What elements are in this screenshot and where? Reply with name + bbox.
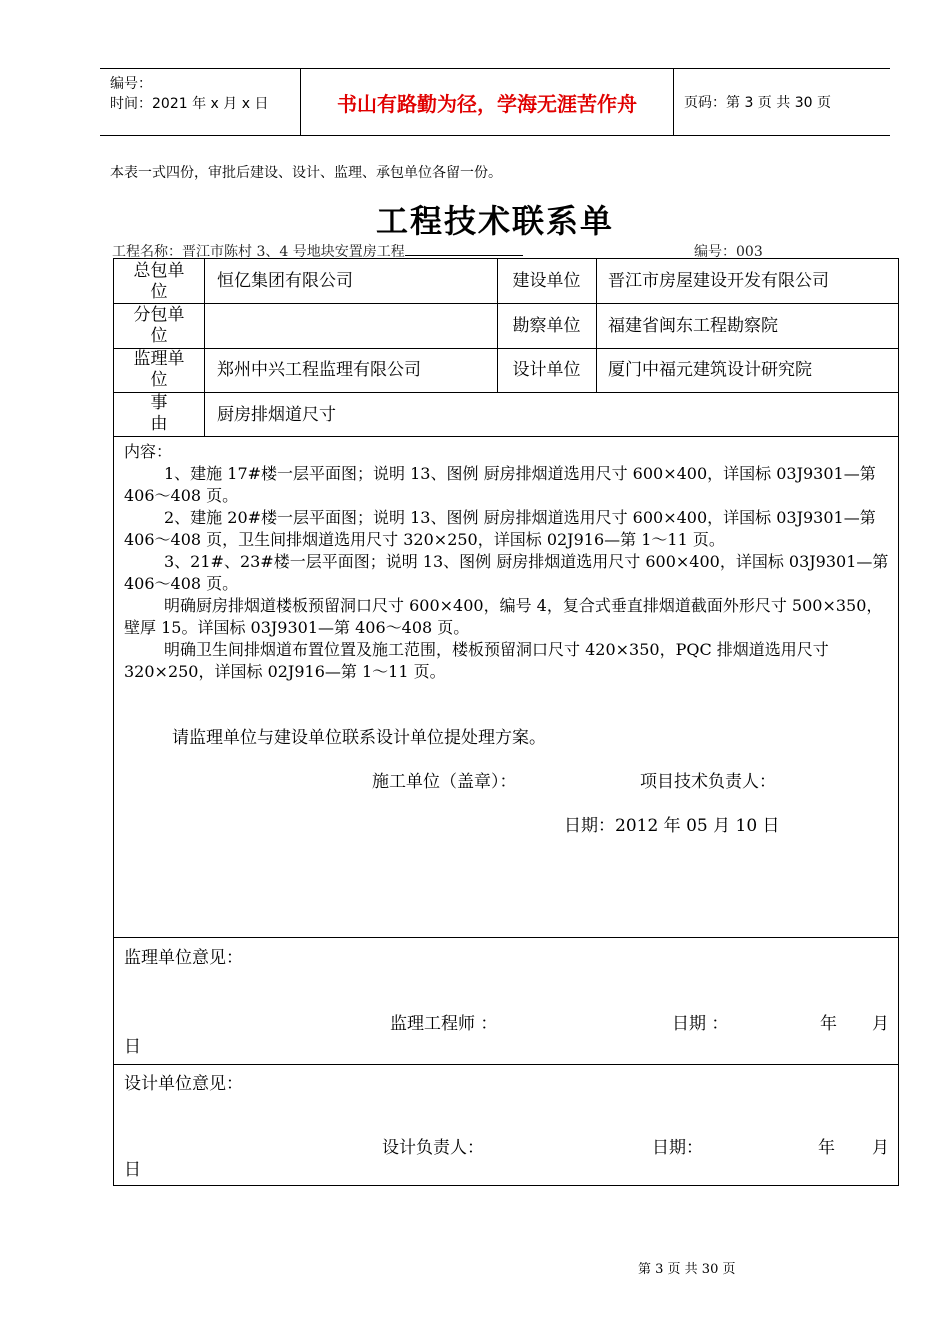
supervision-year: 年 bbox=[820, 1014, 837, 1034]
distribution-note: 本表一式四份，审批后建设、设计、监理、承包单位各留一份。 bbox=[110, 165, 502, 181]
owner-value: 晋江市房屋建设开发有限公司 bbox=[608, 271, 829, 291]
tech-lead-label: 项目技术负责人： bbox=[640, 772, 776, 792]
supervisor-label: 监理单位 bbox=[133, 349, 185, 390]
design-day: 日 bbox=[124, 1160, 141, 1180]
survey-value: 福建省闽东工程勘察院 bbox=[608, 316, 778, 336]
content-item-1: 1、建施 17#楼一层平面图；说明 13、图例 厨房排烟道选用尺寸 600×400，详国标 03J9301—第 406～408 页。 bbox=[124, 464, 876, 505]
page-header bbox=[100, 68, 890, 136]
page-footer: 第 3 页 共 30 页 bbox=[638, 1262, 736, 1277]
col-divider bbox=[596, 259, 597, 392]
row-divider bbox=[114, 303, 898, 304]
row-divider bbox=[114, 392, 898, 393]
supervision-day: 日 bbox=[124, 1037, 141, 1057]
content-section bbox=[124, 441, 892, 683]
document-code: 编号：003 bbox=[694, 244, 763, 260]
project-name-text: 工程名称：晋江市陈村 3、4 号地块安置房工程 bbox=[112, 244, 405, 260]
row-divider bbox=[114, 937, 898, 938]
survey-label: 勘察单位 bbox=[512, 316, 581, 336]
content-para-4: 明确厨房排烟道楼板预留洞口尺寸 600×400，编号 4，复合式垂直排烟道截面外形尺寸 500×350，壁厚 15。详国标 03J9301—第 406～408 页。 bbox=[124, 596, 883, 637]
supervision-heading: 监理单位意见： bbox=[124, 948, 243, 968]
matter-value: 厨房排烟道尺寸 bbox=[217, 405, 336, 425]
header-left-cell bbox=[100, 69, 301, 135]
content-item-3: 3、21#、23#楼一层平面图；说明 13、图例 厨房排烟道选用尺寸 600×400，详国标 03J9301—第 406～408 页。 bbox=[124, 552, 889, 593]
design-year: 年 bbox=[818, 1138, 835, 1158]
contractor-date: 日期：2012 年 05 月 10 日 bbox=[564, 816, 780, 836]
design-label: 设计单位 bbox=[512, 360, 581, 380]
owner-label: 建设单位 bbox=[512, 271, 581, 291]
time-label: 时间：2021 年 x 月 x 日 bbox=[110, 96, 269, 112]
row-divider bbox=[114, 348, 898, 349]
general-contractor-label: 总包单位 bbox=[133, 261, 185, 302]
supervision-date-label: 日期 ： bbox=[672, 1014, 729, 1034]
design-value: 厦门中福元建筑设计研究院 bbox=[608, 360, 812, 380]
contact-form-table bbox=[113, 258, 899, 1186]
subcontractor-label: 分包单位 bbox=[133, 305, 185, 346]
header-page-cell bbox=[674, 69, 890, 135]
matter-label: 事由 bbox=[150, 393, 168, 434]
slogan: 书山有路勤为径，学海无涯苦作舟 bbox=[301, 69, 674, 135]
design-person-label: 设计负责人： bbox=[382, 1138, 484, 1158]
design-opinion-heading: 设计单位意见： bbox=[124, 1074, 243, 1094]
processing-request: 请监理单位与建设单位联系设计单位提处理方案。 bbox=[172, 728, 546, 748]
contractor-seal-label: 施工单位（盖章）： bbox=[372, 772, 517, 792]
content-item-2: 2、建施 20#楼一层平面图；说明 13、图例 厨房排烟道选用尺寸 600×400，详国标 03J9301—第 406～408 页，卫生间排烟道选用尺寸 320×250，详国标 02J916—第 1～11 页。 bbox=[124, 508, 876, 549]
content-heading: 内容： bbox=[124, 442, 173, 461]
general-contractor-value: 恒亿集团有限公司 bbox=[217, 271, 353, 291]
supervisor-value: 郑州中兴工程监理有限公司 bbox=[217, 360, 421, 380]
content-para-5: 明确卫生间排烟道布置位置及施工范围，楼板预留洞口尺寸 420×350，PQC 排烟道选用尺寸 320×250，详国标 02J916—第 1～11 页。 bbox=[124, 640, 829, 681]
row-divider bbox=[114, 1064, 898, 1065]
project-name-underline bbox=[405, 243, 523, 256]
design-month: 月 bbox=[872, 1138, 889, 1158]
supervision-month: 月 bbox=[872, 1014, 889, 1034]
number-label: 编号： bbox=[110, 76, 152, 92]
page-info: 页码：第 3 页 共 30 页 bbox=[684, 95, 831, 111]
supervision-engineer-label: 监理工程师 ： bbox=[390, 1014, 498, 1034]
row-divider bbox=[114, 436, 898, 437]
col-divider bbox=[204, 259, 205, 436]
design-date-label: 日期： bbox=[652, 1138, 703, 1158]
document-title: 工程技术联系单 bbox=[375, 202, 614, 240]
